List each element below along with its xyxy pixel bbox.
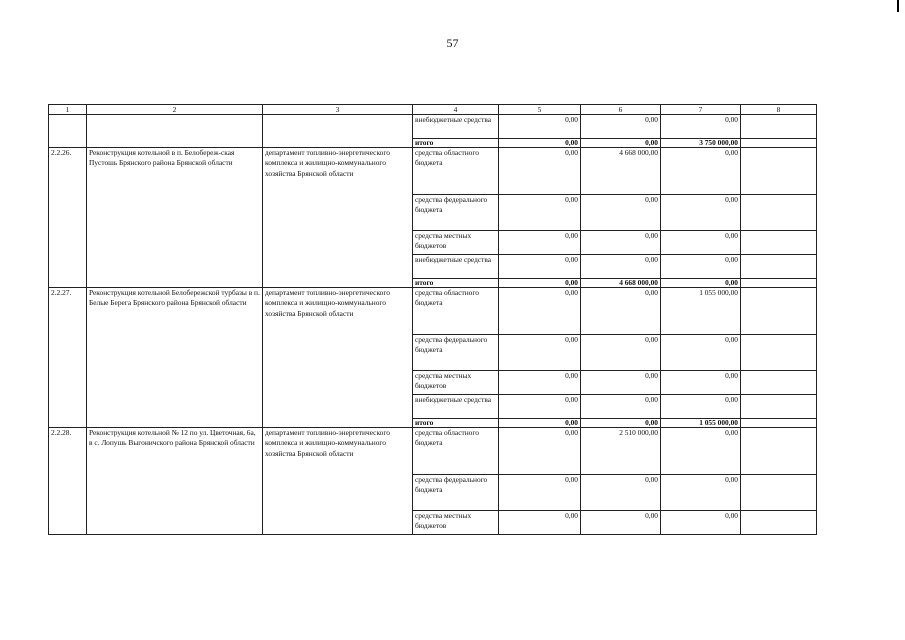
amount-col8 (741, 419, 817, 428)
item-department: департамент топливно-энергетического комплекса и жилищно-коммунального хозяйства Брянской области (263, 288, 413, 428)
amount-col6: 0,00 (581, 371, 661, 395)
funding-source: итого (413, 279, 499, 288)
amount-col8 (741, 279, 817, 288)
amount-col8 (741, 288, 817, 335)
amount-col5: 0,00 (499, 395, 581, 419)
amount-col6: 0,00 (581, 231, 661, 255)
amount-col7: 1 055 000,00 (661, 288, 741, 335)
funding-row (49, 115, 817, 139)
funding-source: средства федерального бюджета (413, 335, 499, 371)
amount-col7: 0,00 (661, 335, 741, 371)
amount-col7: 0,00 (661, 371, 741, 395)
funding-source: средства областного бюджета (413, 428, 499, 475)
amount-col8 (741, 371, 817, 395)
amount-col8 (741, 139, 817, 148)
amount-col6: 0,00 (581, 115, 661, 139)
funding-source: средства местных бюджетов (413, 231, 499, 255)
budget-table (48, 104, 817, 535)
column-number: 8 (741, 105, 817, 115)
amount-col8 (741, 115, 817, 139)
column-number: 4 (413, 105, 499, 115)
amount-col7: 1 055 000,00 (661, 419, 741, 428)
amount-col7: 0,00 (661, 148, 741, 195)
amount-col6: 0,00 (581, 288, 661, 335)
item-code: 2.2.27. (49, 288, 87, 428)
amount-col5: 0,00 (499, 115, 581, 139)
column-number: 1 (49, 105, 87, 115)
item-description: Реконструкция котельной № 12 по ул. Цветочная, 6а, в с. Лопушь Выгоничского района Брянской области (87, 428, 263, 535)
amount-col5: 0,00 (499, 148, 581, 195)
funding-source: средства местных бюджетов (413, 371, 499, 395)
amount-col5: 0,00 (499, 371, 581, 395)
amount-col6: 0,00 (581, 511, 661, 535)
item-department: департамент топливно-энергетического комплекса и жилищно-коммунального хозяйства Брянской области (263, 428, 413, 535)
item-description: Реконструкция котельной в п. Белобереж-ская Пустошь Брянского района Брянской области (87, 148, 263, 288)
amount-col5: 0,00 (499, 475, 581, 511)
amount-col5: 0,00 (499, 139, 581, 148)
amount-col5: 0,00 (499, 511, 581, 535)
amount-col7: 0,00 (661, 428, 741, 475)
scan-edge-mark (897, 0, 899, 12)
funding-source: средства местных бюджетов (413, 511, 499, 535)
amount-col5: 0,00 (499, 231, 581, 255)
amount-col8 (741, 511, 817, 535)
amount-col8 (741, 231, 817, 255)
amount-col6: 0,00 (581, 195, 661, 231)
item-description: Реконструкция котельной Белобережской турбазы в п. Белые Берега Брянского района Брянской области (87, 288, 263, 428)
amount-col6: 0,00 (581, 255, 661, 279)
amount-col7: 0,00 (661, 395, 741, 419)
amount-col8 (741, 395, 817, 419)
amount-col7: 0,00 (661, 279, 741, 288)
amount-col5: 0,00 (499, 255, 581, 279)
column-number: 5 (499, 105, 581, 115)
funding-source: итого (413, 419, 499, 428)
amount-col8 (741, 428, 817, 475)
amount-col6: 0,00 (581, 335, 661, 371)
amount-col8 (741, 335, 817, 371)
amount-col6: 0,00 (581, 475, 661, 511)
amount-col5: 0,00 (499, 195, 581, 231)
amount-col8 (741, 148, 817, 195)
amount-col6: 2 510 000,00 (581, 428, 661, 475)
amount-col5: 0,00 (499, 419, 581, 428)
column-number: 7 (661, 105, 741, 115)
funding-source: внебюджетные средства (413, 255, 499, 279)
item-department: департамент топливно-энергетического комплекса и жилищно-коммунального хозяйства Брянской области (263, 148, 413, 288)
amount-col5: 0,00 (499, 288, 581, 335)
amount-col7: 0,00 (661, 195, 741, 231)
amount-col7: 3 750 000,00 (661, 139, 741, 148)
column-number: 3 (263, 105, 413, 115)
amount-col7: 0,00 (661, 115, 741, 139)
amount-col5: 0,00 (499, 428, 581, 475)
item-code: 2.2.26. (49, 148, 87, 288)
funding-source: средства областного бюджета (413, 148, 499, 195)
amount-col6: 0,00 (581, 419, 661, 428)
column-number-row (49, 105, 817, 115)
funding-row (49, 428, 817, 475)
amount-col6: 4 668 000,00 (581, 148, 661, 195)
amount-col6: 0,00 (581, 395, 661, 419)
amount-col6: 4 668 000,00 (581, 279, 661, 288)
amount-col8 (741, 255, 817, 279)
amount-col8 (741, 475, 817, 511)
funding-row (49, 148, 817, 195)
amount-col8 (741, 195, 817, 231)
item-code: 2.2.28. (49, 428, 87, 535)
amount-col7: 0,00 (661, 255, 741, 279)
item-description (87, 115, 263, 148)
funding-source: средства областного бюджета (413, 288, 499, 335)
funding-source: внебюджетные средства (413, 115, 499, 139)
amount-col6: 0,00 (581, 139, 661, 148)
item-department (263, 115, 413, 148)
page-number: 57 (446, 36, 459, 50)
funding-source: средства федерального бюджета (413, 475, 499, 511)
amount-col7: 0,00 (661, 511, 741, 535)
amount-col5: 0,00 (499, 335, 581, 371)
funding-source: внебюджетные средства (413, 395, 499, 419)
funding-source: итого (413, 139, 499, 148)
item-code (49, 115, 87, 148)
column-number: 6 (581, 105, 661, 115)
amount-col7: 0,00 (661, 475, 741, 511)
funding-source: средства федерального бюджета (413, 195, 499, 231)
amount-col5: 0,00 (499, 279, 581, 288)
amount-col7: 0,00 (661, 231, 741, 255)
column-number: 2 (87, 105, 263, 115)
funding-row (49, 288, 817, 335)
